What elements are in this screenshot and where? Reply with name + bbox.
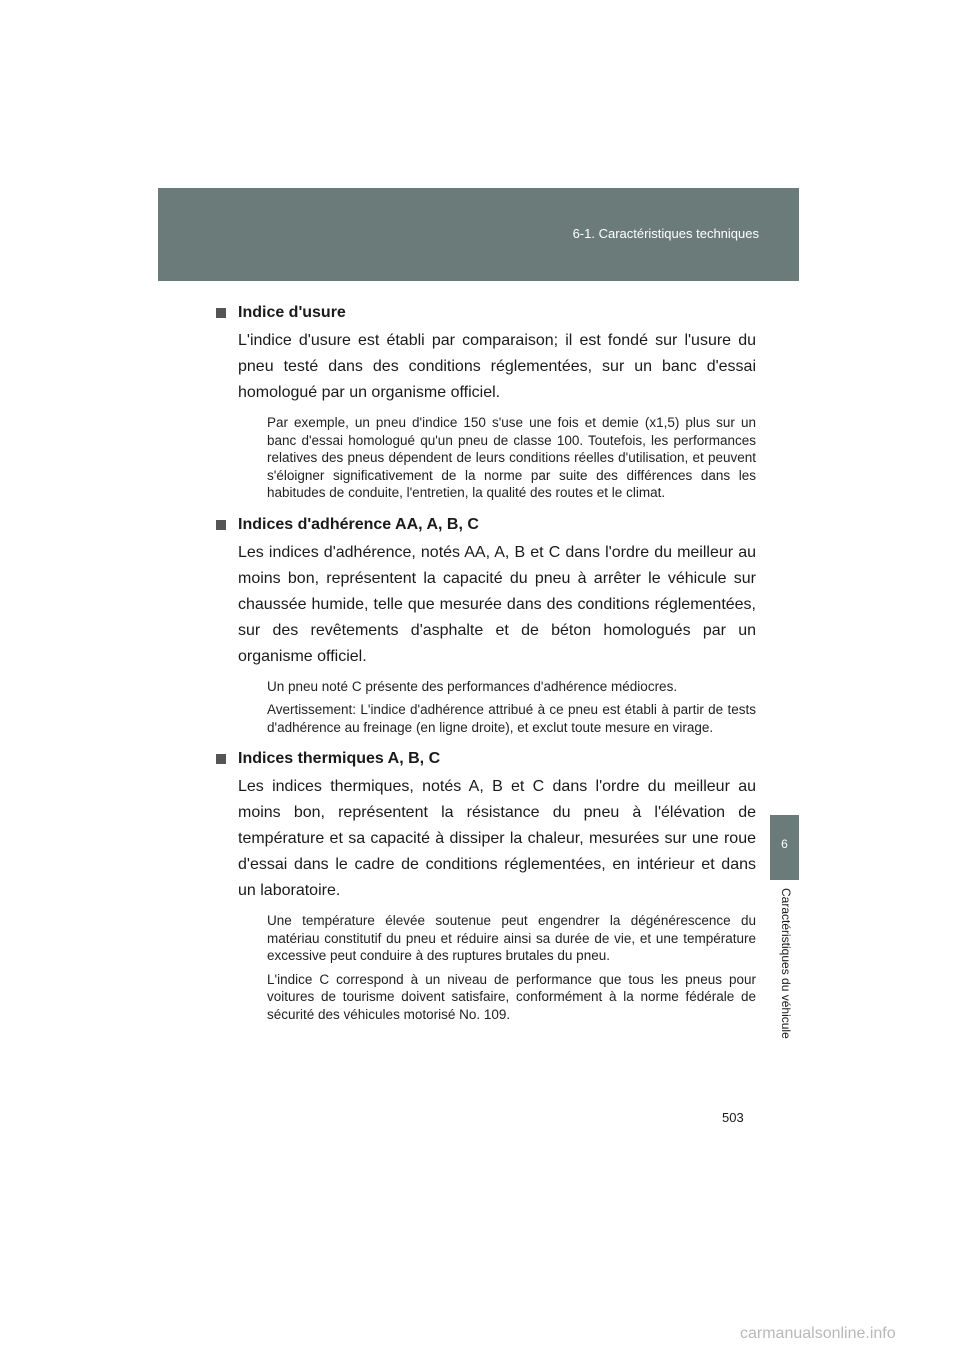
watermark-text: carmanualsonline.info bbox=[740, 1325, 896, 1342]
section-body: L'indice d'usure est établi par comparaison; il est fondé sur l'usure du pneu testé dans des conditions réglementées, sur un banc d'essai homologué par un organisme officiel. bbox=[238, 332, 756, 401]
section-body: Les indices thermiques, notés A, B et C dans l'ordre du meilleur au moins bon, représentent la résistance du pneu à l'élévation de température et sa capacité à dissiper la chaleur, mesurées sur une roue d'essai dans le cadre de conditions réglementées, en intérieur et dans un laboratoire. bbox=[238, 778, 756, 899]
page-number: 503 bbox=[722, 1110, 744, 1125]
header-bar bbox=[158, 188, 799, 281]
chapter-label: Caractéristiques du véhicule bbox=[779, 888, 793, 1039]
section-title: 6-1. Caractéristiques techniques bbox=[572, 226, 759, 241]
chapter-number: 6 bbox=[781, 837, 788, 851]
section-note: Une température élevée soutenue peut engendrer la dégénérescence du matériau constitutif du pneu et réduire ainsi sa durée de vie, et une température excessive peut conduire à des ruptures brutales du pneu. bbox=[267, 913, 756, 963]
heading-text: Indice d'usure bbox=[238, 304, 346, 321]
section-note: Avertissement: L'indice d'adhérence attribué à ce pneu est établi à partir de tests d'adhérence au freinage (en ligne droite), et exclut toute mesure en virage. bbox=[267, 702, 756, 735]
chapter-label-container bbox=[772, 888, 798, 1088]
chapter-tab bbox=[770, 815, 799, 880]
square-bullet-icon bbox=[216, 520, 226, 530]
section-heading-usure bbox=[216, 300, 756, 326]
square-bullet-icon bbox=[216, 754, 226, 764]
section-note: Un pneu noté C présente des performances d'adhérence médiocres. bbox=[267, 678, 678, 694]
square-bullet-icon bbox=[216, 308, 226, 318]
section-body: Les indices d'adhérence, notés AA, A, B et C dans l'ordre du meilleur au moins bon, représentent la capacité du pneu à arrêter le véhicule sur chaussée humide, telle que mesurée dans des conditions réglementées, sur des revêtements d'asphalte et de béton homologués par un organisme officiel. bbox=[238, 543, 756, 665]
heading-text: Indices d'adhérence AA, A, B, C bbox=[238, 515, 479, 533]
section-heading-thermiques bbox=[216, 746, 756, 772]
section-heading-adherence bbox=[216, 512, 756, 538]
heading-text: Indices thermiques A, B, C bbox=[238, 750, 441, 767]
section-note: Par exemple, un pneu d'indice 150 s'use une fois et demie (x1,5) plus sur un banc d'essai homologué qu'un pneu de classe 100. Toutefois, les performances relatives des pneus dépendent de leurs conditions réelles d'utilisation, et peuvent s'éloigner significativement de la norme par suite des différences dans les habitudes de conduite, l'entretien, la qualité des routes et le climat. bbox=[267, 415, 756, 500]
page-content bbox=[238, 300, 756, 1029]
section-note: L'indice C correspond à un niveau de performance que tous les pneus pour voitures de tourisme doivent satisfaire, conformément à la norme fédérale de sécurité des véhicules motorisé No. 109. bbox=[267, 971, 756, 1022]
